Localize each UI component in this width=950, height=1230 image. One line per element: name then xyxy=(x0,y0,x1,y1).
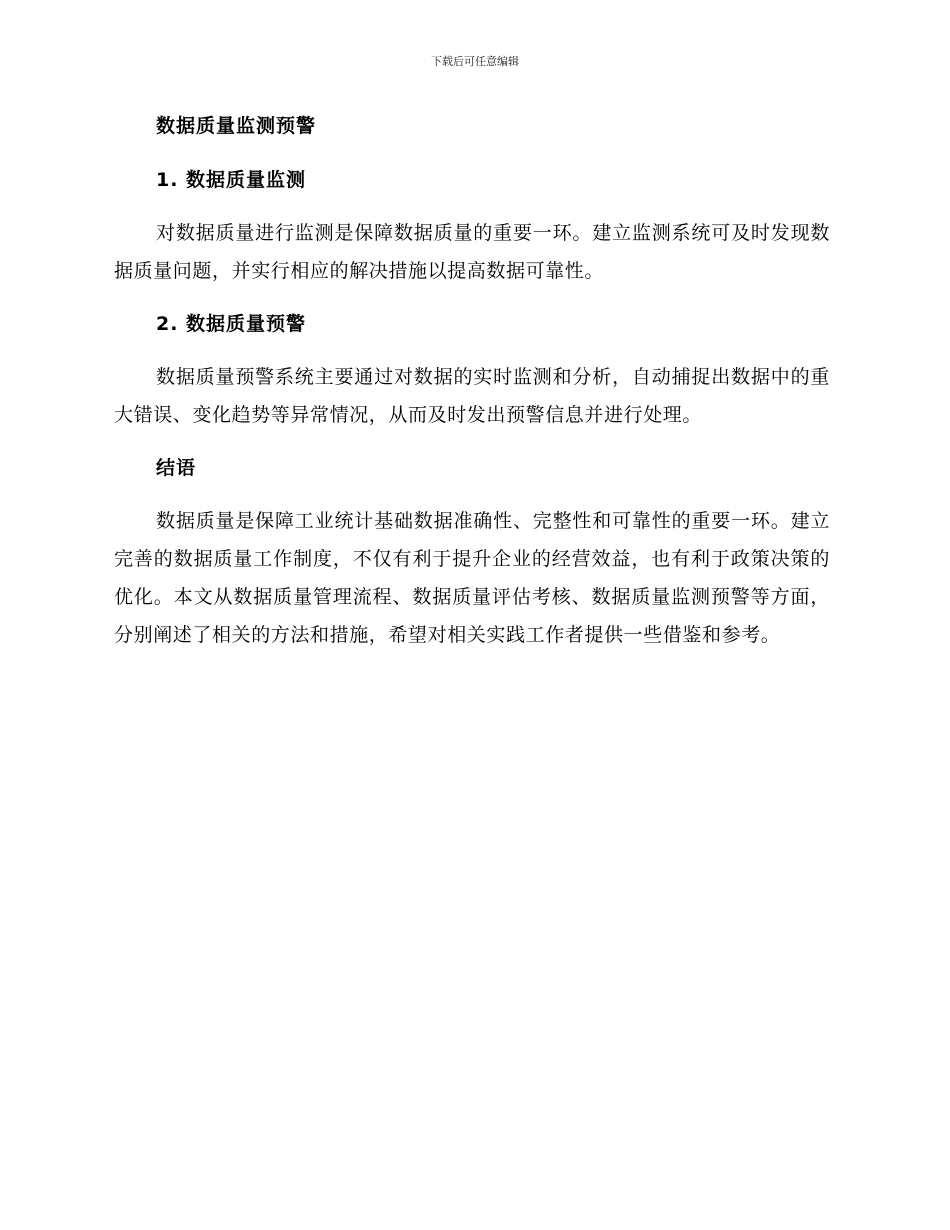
paragraph-monitoring: 对数据质量进行监测是保障数据质量的重要一环。建立监测系统可及时发现数据质量问题，并实行相应的解决措施以提高数据可靠性。 xyxy=(114,222,830,282)
section-heading-conclusion: 结语 xyxy=(156,457,197,479)
paragraph-conclusion: 数据质量是保障工业统计基础数据准确性、完整性和可靠性的重要一环。建立完善的数据质量工作制度，不仅有利于提升企业的经营效益，也有利于政策决策的优化。本文从数据质量管理流程、数据质量评估考核、数据质量监测预警等方面，分别阐述了相关的方法和措施，希望对相关实践工作者提供一些借鉴和参考。 xyxy=(114,510,830,646)
paragraph-warning: 数据质量预警系统主要通过对数据的实时监测和分析，自动捕捉出数据中的重大错误、变化趋势等异常情况，从而及时发出预警信息并进行处理。 xyxy=(114,366,830,426)
document-body xyxy=(114,108,830,670)
page-header-note: 下载后可任意编辑 xyxy=(431,55,519,68)
section-heading-warning: 2. 数据质量预警 xyxy=(156,313,307,335)
section-title: 数据质量监测预警 xyxy=(156,115,317,137)
section-heading-monitoring: 1. 数据质量监测 xyxy=(156,169,307,191)
